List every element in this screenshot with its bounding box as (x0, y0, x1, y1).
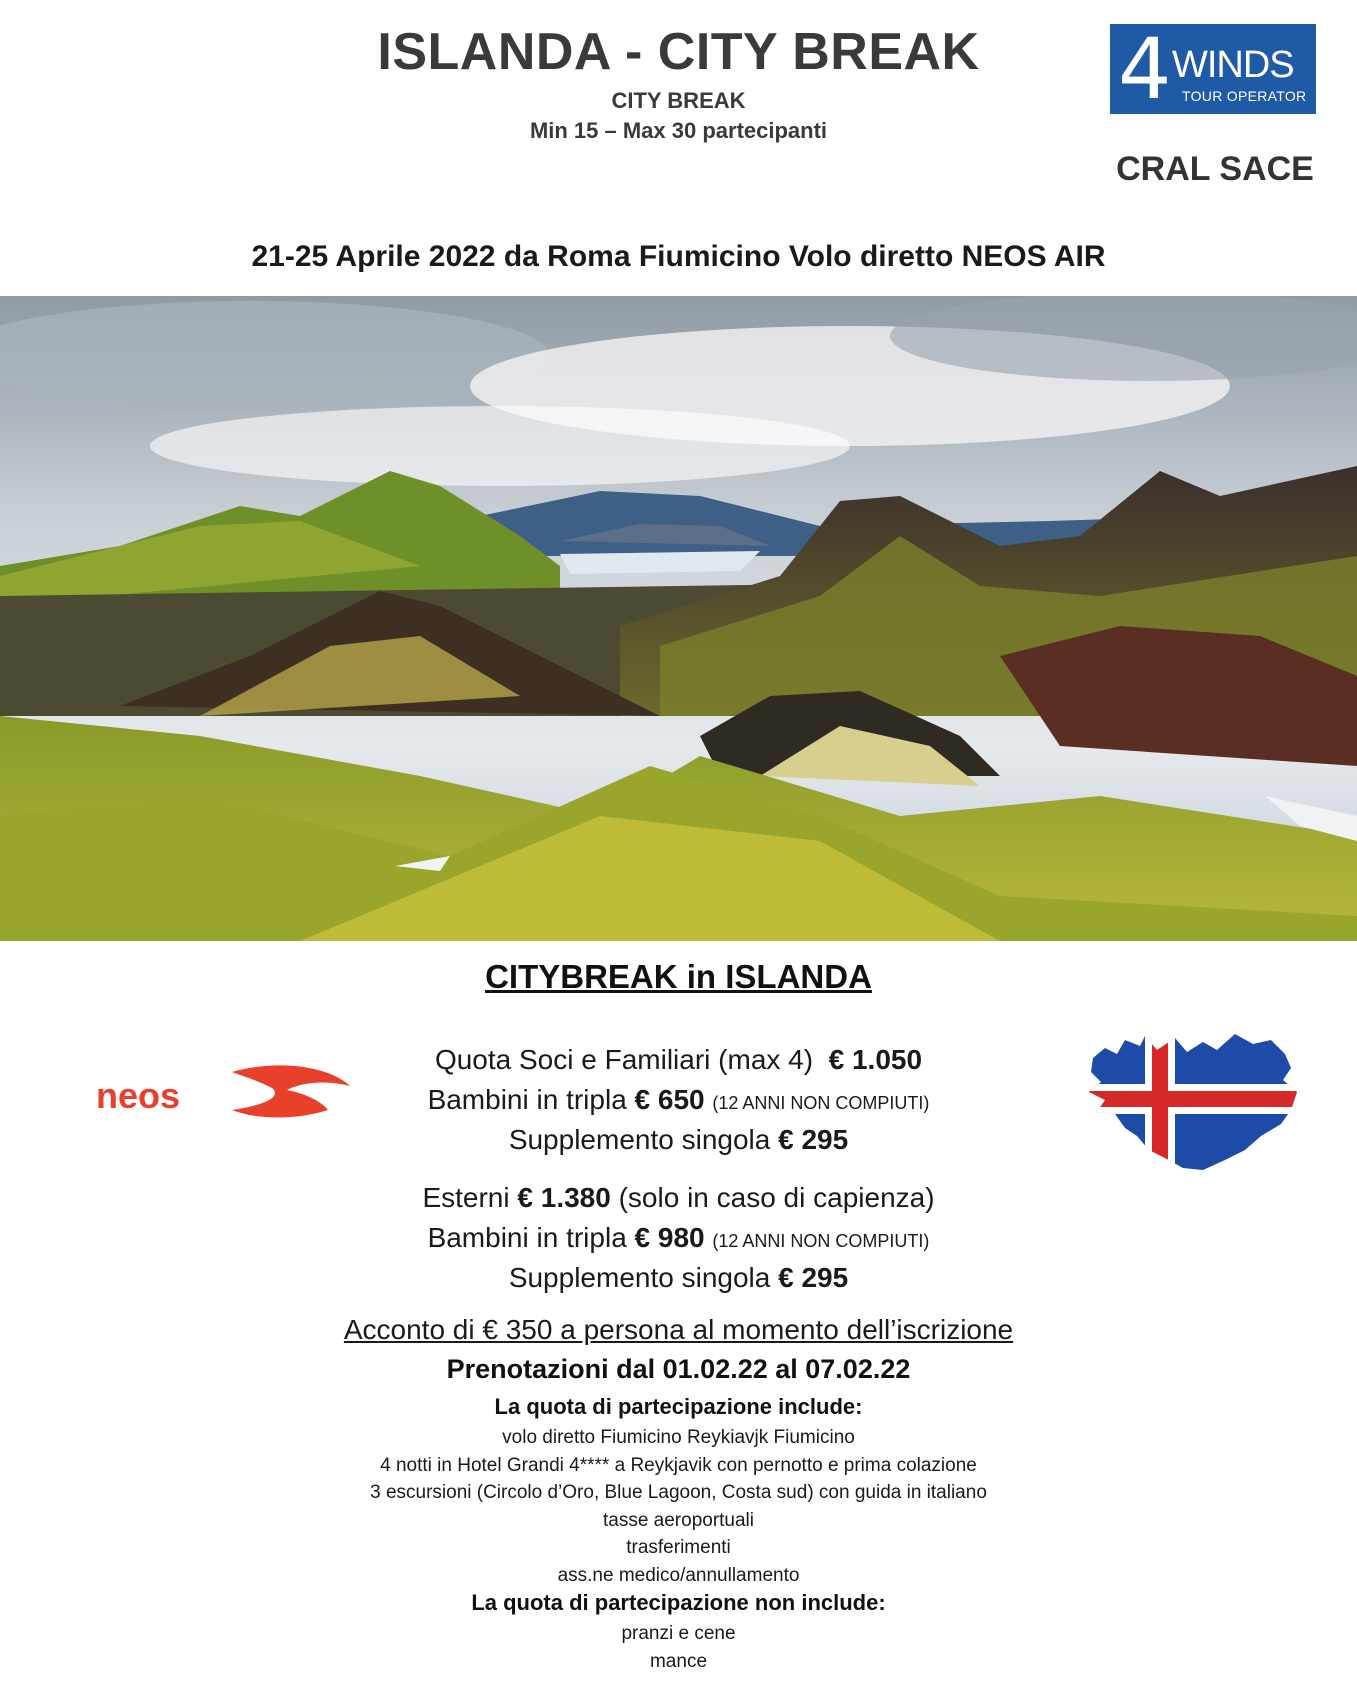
list-item: ass.ne medico/annullamento (557, 1564, 800, 1586)
soci-bambini-price: € 650 (634, 1084, 705, 1115)
hero-landscape-image (0, 296, 1357, 941)
soci-bambini-note: (12 ANNI NON COMPIUTI) (712, 1093, 930, 1113)
cral-name: CRAL SACE (1116, 150, 1314, 188)
soci-bambini-line (0, 1084, 1357, 1116)
participants-range: Min 15 – Max 30 partecipanti (529, 118, 828, 143)
list-item: 4 notti in Hotel Grandi 4**** a Reykjavik con pernotto e prima colazione (380, 1454, 977, 1476)
esterni-singola-label: Supplemento singola (508, 1262, 771, 1293)
esterni-quota-note: (solo in caso di capienza) (618, 1182, 935, 1213)
section-title: CITYBREAK in ISLANDA (485, 958, 872, 995)
4winds-logo-number: 4 (1118, 20, 1172, 118)
includes-heading: La quota di partecipazione include: (494, 1394, 863, 1419)
excludes-heading: La quota di partecipazione non include: (471, 1590, 886, 1615)
list-item: mance (649, 1650, 708, 1672)
list-item: 3 escursioni (Circolo d’Oro, Blue Lagoon, Costa sud) con guida in italiano (370, 1482, 987, 1504)
esterni-bambini-line (0, 1222, 1357, 1254)
esterni-bambini-note: (12 ANNI NON COMPIUTI) (712, 1231, 930, 1251)
list-item: pranzi e cene (621, 1623, 736, 1644)
trip-dates-line: 21-25 Aprile 2022 da Roma Fiumicino Volo diretto NEOS AIR (251, 240, 1106, 273)
esterni-quota-label: Esterni (422, 1182, 510, 1213)
esterni-singola-line (0, 1262, 1357, 1294)
list-item: volo diretto Fiumicino Reykiavjk Fiumicino (502, 1427, 855, 1448)
list-item: tasse aeroportuali (602, 1509, 755, 1531)
esterni-bambini-price: € 980 (634, 1222, 705, 1253)
4winds-logo (1110, 20, 1316, 118)
4winds-logo-tagline: TOUR OPERATOR (1182, 88, 1307, 104)
booking-period: Prenotazioni dal 01.02.22 al 07.02.22 (446, 1354, 911, 1384)
page-title: ISLANDA - CITY BREAK (377, 23, 980, 81)
excludes-list (0, 1620, 1357, 1675)
soci-singola-line (0, 1124, 1357, 1156)
neos-logo-text: neos (96, 1075, 181, 1116)
page-subtitle: CITY BREAK (611, 88, 746, 113)
soci-quota-line (0, 1044, 1357, 1076)
list-item: trasferimenti (626, 1537, 731, 1559)
deposit-note: Acconto di € 350 a persona al momento dell’iscrizione (343, 1314, 1014, 1345)
soci-quota-price: € 1.050 (828, 1044, 923, 1075)
esterni-quota-line (0, 1182, 1357, 1214)
esterni-quota-price: € 1.380 (517, 1182, 611, 1213)
esterni-bambini-label: Bambini in tripla (427, 1222, 627, 1253)
includes-list (0, 1424, 1357, 1590)
soci-singola-label: Supplemento singola (508, 1124, 771, 1155)
4winds-logo-word: WINDS (1172, 44, 1294, 86)
soci-quota-label: Quota Soci e Familiari (max 4) (434, 1044, 814, 1075)
soci-singola-price: € 295 (778, 1124, 849, 1155)
soci-bambini-label: Bambini in tripla (427, 1084, 627, 1115)
esterni-singola-price: € 295 (778, 1262, 849, 1293)
